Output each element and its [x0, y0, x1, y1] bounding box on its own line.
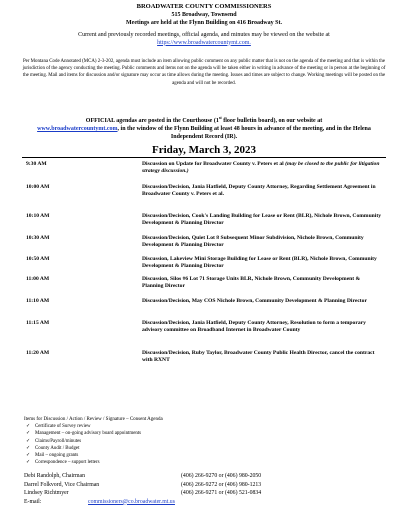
agenda-desc: Discussion, Lakeview Mini Storage Building for Lease or Rent (BLR), Nichole Brown, Community Development & Planning Director [142, 256, 377, 270]
contact-row [24, 489, 384, 498]
agenda-desc: Discussion/Decision, Quiet Lot 8 Subsequent Minor Subdivision, Nichole Brown, Community Development & Planning Director [142, 235, 364, 249]
checklist-header: Items for Discussion / Action / Review / Signature – Consent Agenda [24, 417, 163, 422]
org-title: BROADWATER COUNTY COMMISSIONERS [136, 3, 272, 10]
contact-name: Darrel Folkvord, Vice Chairman [24, 481, 100, 488]
agenda-time: 11:15 AM [26, 320, 50, 326]
contact-list [24, 472, 384, 506]
check-icon: ✓ [26, 445, 31, 451]
list-item [26, 459, 141, 466]
list-item [26, 423, 141, 430]
agenda-time: 10:00 AM [26, 184, 50, 190]
official-text-1: OFFICIAL agendas are posted in the Courthouse (1 [85, 118, 219, 124]
agenda-time: 11:10 AM [26, 298, 50, 304]
agenda-desc-note: (may be closed to the public for litigation strategy discussion.) [142, 161, 380, 175]
agenda-time: 11:00 AM [26, 276, 50, 282]
agenda-desc: Discussion, Silos #6 Lot 71 Storage Units BLR, Nichole Brown, Community Development & Planning Director [142, 276, 361, 290]
list-item [26, 438, 141, 445]
agenda-time: 10:30 AM [26, 235, 50, 241]
list-item [26, 430, 141, 437]
contact-row [24, 481, 384, 490]
agenda-desc: Discussion/Decision, Jania Hatfield, Deputy County Attorney, Resolution to form a temporary advisory committee on Broadband Internet in Broadwater County [142, 320, 366, 334]
checklist [26, 423, 141, 467]
checklist-item-label: Mail – ongoing grants [35, 453, 79, 459]
agenda-time: 9:30 AM [26, 161, 47, 167]
contact-phone: (406) 266-9272 or (406) 980-1213 [181, 481, 262, 488]
checklist-item-label: Certificate of Survey review [35, 424, 91, 429]
agenda-desc: Discussion/Decision, Ruby Taylor, Broadwater County Public Health Director, cancel the contract with RXNT [142, 350, 375, 364]
check-icon: ✓ [26, 431, 31, 437]
intro-text: Current and previously recorded meetings, official agenda, and minutes may be viewed on the website at [78, 32, 330, 38]
agenda-desc-text: Discussion on Update for Broadwater County v. Peters et al [142, 161, 284, 167]
date-rule [22, 157, 386, 158]
email-link[interactable]: commissioners@co.broadwater.mt.us [88, 498, 175, 505]
check-icon: ✓ [26, 424, 31, 429]
agenda-desc: Discussion/Decision, Cook's Landing Building for Lease or Rent (BLR), Nichole Brown, Community Development & Planning Director [142, 213, 382, 227]
email-row [24, 498, 384, 507]
official-notice [24, 114, 384, 141]
intro-paragraph [22, 32, 386, 47]
check-icon: ✓ [26, 460, 31, 466]
contact-phone: (406) 266-9271 or (406) 521-0834 [181, 490, 262, 496]
contact-name: Lindsey Richtmyer [24, 490, 69, 496]
agenda-desc: Discussion/Decision, May COS Nichole Brown, Community Development & Planning Director [142, 298, 367, 304]
meeting-location: Meetings are held at the Flynn Building on 416 Broadway St. [126, 20, 282, 26]
agenda-time: 10:10 AM [26, 213, 50, 219]
checklist-item-label: Correspondence – support letters [35, 460, 100, 466]
check-icon: ✓ [26, 453, 31, 459]
checklist-item-label: Claims/Payroll/minutes [35, 438, 82, 444]
official-sup: st [218, 115, 222, 120]
mca-notice: Per Montana Code Annotated (MCA) 2-3-202, agenda must include an item allowing public comment on any public matter that is not on the agenda of the meeting and that is within the jurisdiction of the agency conducting the meeting. Public comments and items not on the agenda will be taken either in writing in advance of the meeting or in person at the beginning of the meeting. Mail and items for discussion and/or signature may occur as time allows during the meeting. Issues and times are subject to change. Working meetings will be posted on the agenda and will not be recorded. [22, 59, 386, 86]
checklist-item-label: Management – on-going advisory board appointments [35, 431, 142, 437]
agenda-desc: Discussion/Decision, Jania Hatfield, Deputy County Attorney, Regarding Settlement Agreement in Broadwater County v. Peters et al. [142, 184, 376, 198]
official-text-3: , in the window of the Flynn Building at least 48 hours in advance of the meeting, and in the Helena Independent Record (IR). [117, 125, 371, 140]
contact-row [24, 472, 384, 481]
list-item [26, 445, 141, 452]
meeting-date: Friday, March 3, 2023 [152, 144, 256, 156]
checklist-item-label: County Audit / Budget [35, 445, 80, 451]
contact-phone: (406) 266-9270 or (406) 980-2050 [181, 473, 262, 479]
org-address: 515 Broadway, Townsend [171, 12, 237, 18]
official-text-2: floor bulletin board), on our website at [221, 118, 323, 124]
agenda-desc [142, 161, 382, 175]
agenda-time: 11:20 AM [26, 350, 50, 356]
email-label: E-mail: [24, 498, 42, 505]
check-icon: ✓ [26, 438, 31, 444]
contact-name: Debi Randolph, Chairman [24, 473, 86, 479]
list-item [26, 452, 141, 459]
website-link[interactable]: https://www.broadwatercountymt.com. [157, 39, 251, 46]
agenda-time: 10:50 AM [26, 256, 50, 262]
official-website-link[interactable]: www.broadwatercountymt.com [37, 125, 118, 132]
